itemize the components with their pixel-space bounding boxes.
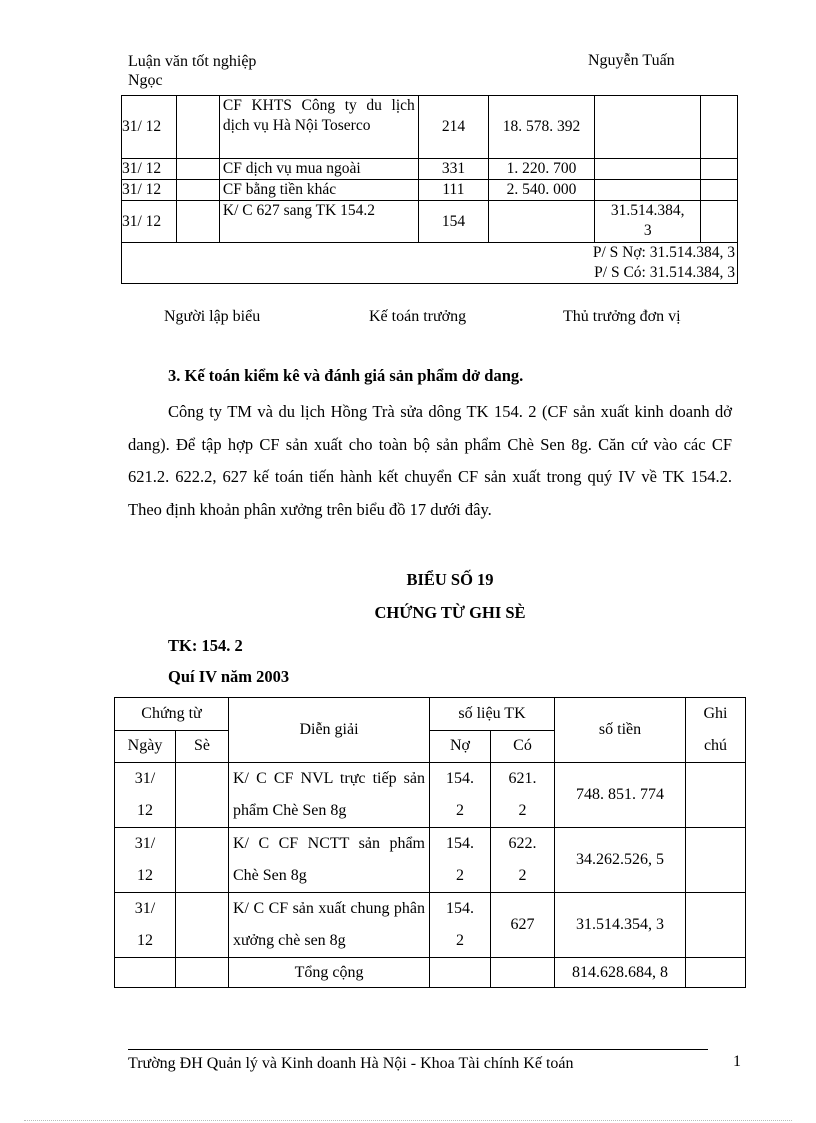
debit-cell: 154. 2 [430,893,491,958]
section-paragraph: Công ty TM và du lịch Hồng Trà sửa dông TK 154. 2 (CF sản xuất kinh doanh dở dang). Để tập hợp CF sản xuất cho toàn bộ sản phẩm Chè Sen 8g. Căn cứ vào các CF 621.2. 622.2, 627 kế toán tiến hành kết chuyển CF sản xuất trong quý IV về TK 154.2. Theo định khoản phân xưởng trên biểu đồ 17 dưới đây. [128,402,732,519]
section-title: 3. Kế toán kiểm kê và đánh giá sản phẩm dở dang. [168,366,524,385]
table-row [122,159,738,180]
table-row [115,893,746,958]
col-voucher: Chứng từ [115,698,229,731]
credit-cell: 621. 2 [491,763,555,828]
desc-cell: K/ C CF NCTT sản phẩm Chè Sen 8g [229,828,430,893]
header-left [128,52,256,90]
col-desc: Diễn giải [229,698,430,763]
col-se: Sè [176,730,229,763]
table-row [122,180,738,201]
ledger-table-continued [121,95,738,284]
date-cell: 31/ 12 [122,201,177,243]
amount-cell: 34.262.526, 5 [555,828,686,893]
day-cell: 31/ 12 [115,828,176,893]
debit-cell: 154. 2 [430,763,491,828]
amount-cell: 1. 220. 700 [489,159,595,180]
table-row [115,763,746,828]
voucher-table [114,697,746,988]
total-row [115,958,746,988]
table-row [122,96,738,159]
total-credit: P/ S Có: 31.514.384, 3 [594,264,735,281]
desc-cell: K/ C 627 sang TK 154.2 [219,201,418,243]
table-row [115,828,746,893]
header-title: Luận văn tốt nghiệp [128,53,257,70]
col-debit: Nợ [430,730,491,763]
form-period: Quí IV năm 2003 [168,667,290,686]
amount-cell: 31.514.354, 3 [555,893,686,958]
col-account-data: số liệu TK [430,698,555,731]
date-cell: 31/ 12 [122,96,177,159]
day-cell: 31/ 12 [115,893,176,958]
debit-cell: 154. 2 [430,828,491,893]
credit-cell: 622. 2 [491,828,555,893]
signature-director: Thủ trưởng đơn vị [563,308,681,325]
account-cell: 331 [418,159,488,180]
col-credit: Có [491,730,555,763]
col-amount: số tiền [555,698,686,763]
credit-cell: 627 [491,893,555,958]
header-row [115,698,746,731]
desc-cell: CF bằng tiền khác [219,180,418,201]
day-cell: 31/ 12 [115,763,176,828]
desc-cell: K/ C CF sản xuất chung phân xưởng chè sen 8g [229,893,430,958]
page-number: 1 [733,1053,741,1070]
amount-cell: 18. 578. 392 [489,96,595,159]
signature-chief-accountant: Kế toán trưởng [369,308,467,325]
amount-cell: 2. 540. 000 [489,180,595,201]
total-debit: P/ S Nợ: 31.514.384, 3 [592,244,735,261]
account-cell: 214 [418,96,488,159]
totals-row [122,243,738,284]
page-edge [24,1120,792,1121]
form-account: TK: 154. 2 [168,636,243,655]
form-title: CHỨNG TỪ GHI SÈ [374,603,526,622]
signature-preparer: Người lập biểu [164,308,261,325]
desc-cell: K/ C CF NVL trực tiếp sản phẩm Chè Sen 8g [229,763,430,828]
amount-cell: 748. 851. 774 [555,763,686,828]
desc-cell: CF dịch vụ mua ngoài [219,159,418,180]
footer-rule [128,1049,708,1050]
table-row [122,201,738,243]
desc-cell: CF KHTS Công ty du lịch dịch vụ Hà Nội Toserco [219,96,418,159]
date-cell: 31/ 12 [122,180,177,201]
total-label: Tổng cộng [229,958,430,988]
date-cell: 31/ 12 [122,159,177,180]
amount-transfer-cell: 31.514.384, 3 [594,201,701,243]
form-number: BIỂU SỐ 19 [406,570,494,589]
account-cell: 111 [418,180,488,201]
header-author: Nguyễn Tuấn [588,52,675,69]
account-cell: 154 [418,201,488,243]
total-amount: 814.628.684, 8 [555,958,686,988]
col-day: Ngày [115,730,176,763]
header-author-cont: Ngọc [128,72,163,89]
col-note: Ghi chú [686,698,746,763]
footer-text: Trường ĐH Quản lý và Kinh doanh Hà Nội - Khoa Tài chính Kế toán [128,1055,574,1072]
